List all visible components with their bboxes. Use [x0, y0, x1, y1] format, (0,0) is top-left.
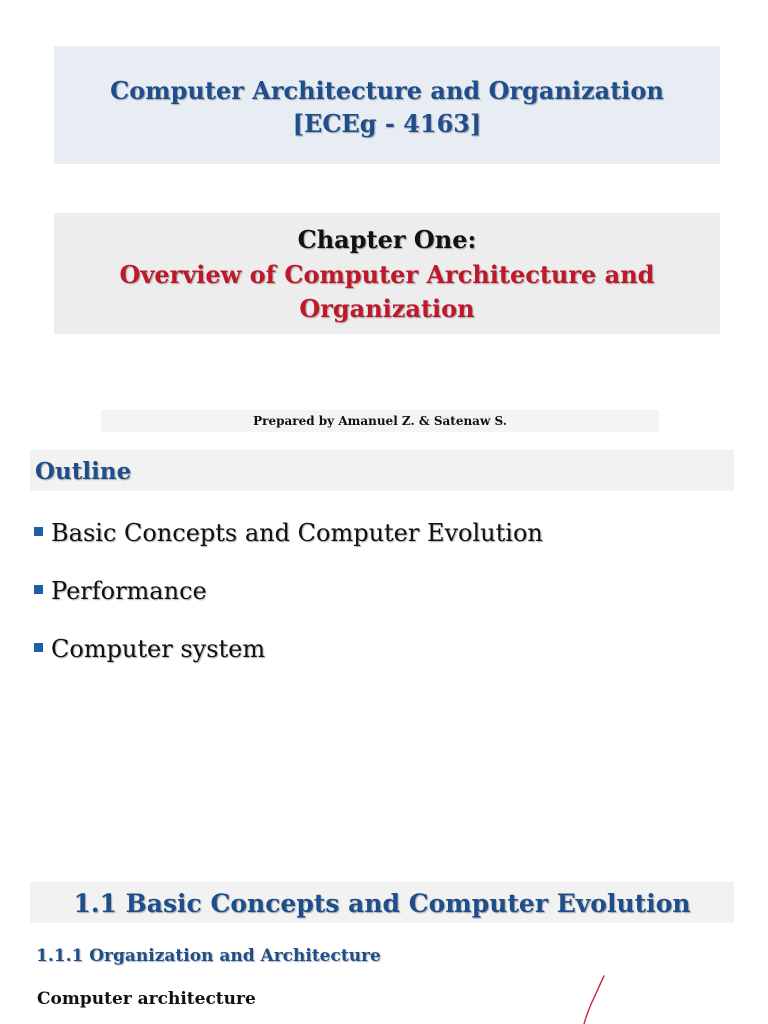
outline-item-text: Performance	[51, 577, 207, 605]
bullet-square-icon	[34, 585, 43, 594]
course-title-box	[54, 46, 720, 164]
bullet-square-icon	[34, 643, 43, 652]
outline-item-text: Computer system	[51, 635, 266, 663]
outline-heading-bar	[30, 450, 734, 491]
chapter-title-box	[54, 213, 720, 334]
course-title: Computer Architecture and Organization	[110, 76, 664, 105]
bullet-square-icon	[34, 527, 43, 536]
outline-item-text: Basic Concepts and Computer Evolution	[51, 519, 543, 547]
pen-stroke-icon	[570, 970, 630, 1024]
chapter-subtitle-line1: Overview of Computer Architecture and	[119, 260, 655, 289]
prepared-by: Prepared by Amanuel Z. & Satenaw S.	[101, 410, 659, 432]
chapter-heading: Chapter One:	[297, 225, 477, 254]
paragraph-heading: Computer architecture	[37, 989, 256, 1009]
course-code: [ECEg - 4163]	[292, 109, 482, 138]
outline-item	[34, 516, 734, 574]
outline-item	[34, 632, 734, 690]
chapter-subtitle-line2: Organization	[299, 294, 475, 323]
section-heading: 1.1 Basic Concepts and Computer Evolution	[73, 889, 691, 918]
subsection-heading: 1.1.1 Organization and Architecture	[36, 946, 381, 966]
outline-list	[34, 516, 734, 690]
outline-item	[34, 574, 734, 632]
section-heading-bar	[30, 882, 734, 923]
outline-heading: Outline	[35, 458, 132, 485]
